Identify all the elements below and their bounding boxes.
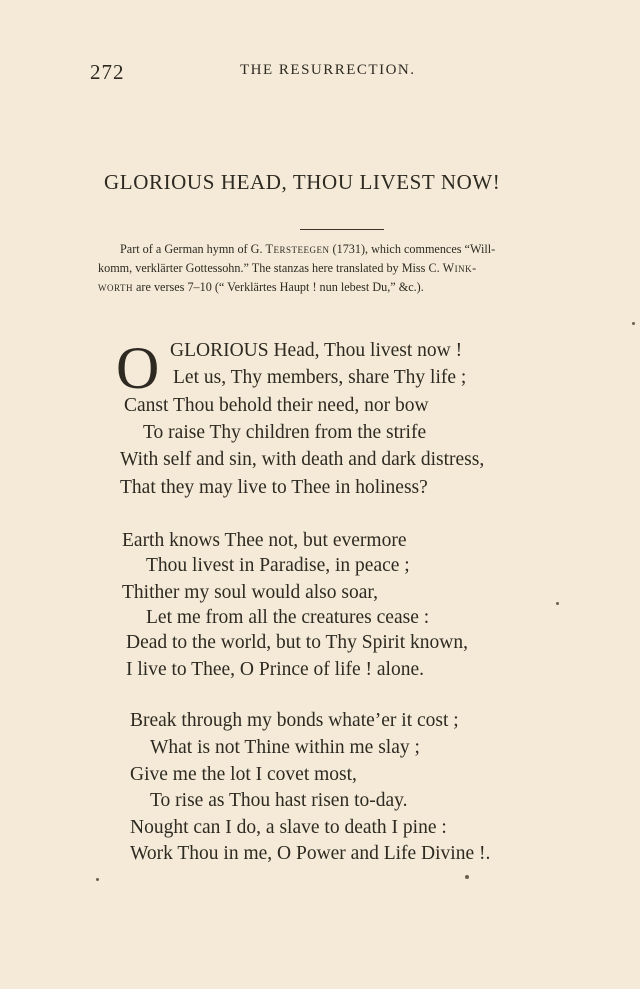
running-title: THE RESURRECTION. [240, 62, 416, 78]
verse-line: Canst Thou behold their need, nor bow [124, 395, 429, 416]
verse-line: With self and sin, with death and dark distress, [120, 449, 485, 470]
paper-speck [632, 322, 635, 325]
paper-speck [465, 875, 469, 879]
paper-speck [556, 602, 559, 605]
verse-line: Thou livest in Paradise, in peace ; [146, 555, 410, 576]
paper-speck [96, 878, 99, 881]
drop-cap: O [116, 335, 160, 401]
verse-line: Dead to the world, but to Thy Spirit known, [126, 632, 468, 653]
verse-line: To raise Thy children from the strife [143, 422, 427, 443]
verse-line: What is not Thine within me slay ; [150, 737, 420, 758]
page-number: 272 [90, 60, 125, 84]
intro-line-2 [98, 259, 477, 278]
verse-line: Let me from all the creatures cease : [146, 607, 430, 628]
author-name: Tersteegen [265, 242, 330, 256]
verse-line: That they may live to Thee in holiness? [120, 477, 428, 498]
translator-name: Wink- [442, 261, 477, 275]
verse-line: GLORIOUS Head, Thou livest now ! [170, 340, 463, 361]
verse-line: Earth knows Thee not, but evermore [122, 530, 407, 551]
translator-name-cont: worth [98, 280, 133, 294]
verse-line: I live to Thee, O Prince of life ! alone. [126, 659, 424, 680]
verse-line: To rise as Thou hast risen to-day. [150, 790, 408, 811]
hymn-title: GLORIOUS HEAD, THOU LIVEST NOW! [104, 170, 501, 194]
intro-text: Part of a German hymn of G. [120, 242, 266, 256]
verse-line: Let us, Thy members, share Thy life ; [173, 367, 467, 388]
title-divider [300, 229, 384, 230]
intro-text: komm, verklärter Gottessohn.” The stanzas here translated by Miss C. [98, 261, 443, 275]
intro-line-3 [98, 278, 424, 297]
verse-line: Nought can I do, a slave to death I pine : [130, 817, 447, 838]
verse-line: Thither my soul would also soar, [122, 582, 378, 603]
intro-line-1 [120, 240, 495, 259]
intro-text: are verses 7–10 (“ Verklärtes Haupt ! nun lebest Du,” &c.). [132, 280, 424, 294]
verse-line: Work Thou in me, O Power and Life Divine !. [130, 843, 491, 864]
verse-line: Break through my bonds whate’er it cost ; [130, 710, 459, 731]
verse-line: Give me the lot I covet most, [130, 764, 357, 785]
intro-text: (1731), which commences “Will- [329, 242, 496, 256]
